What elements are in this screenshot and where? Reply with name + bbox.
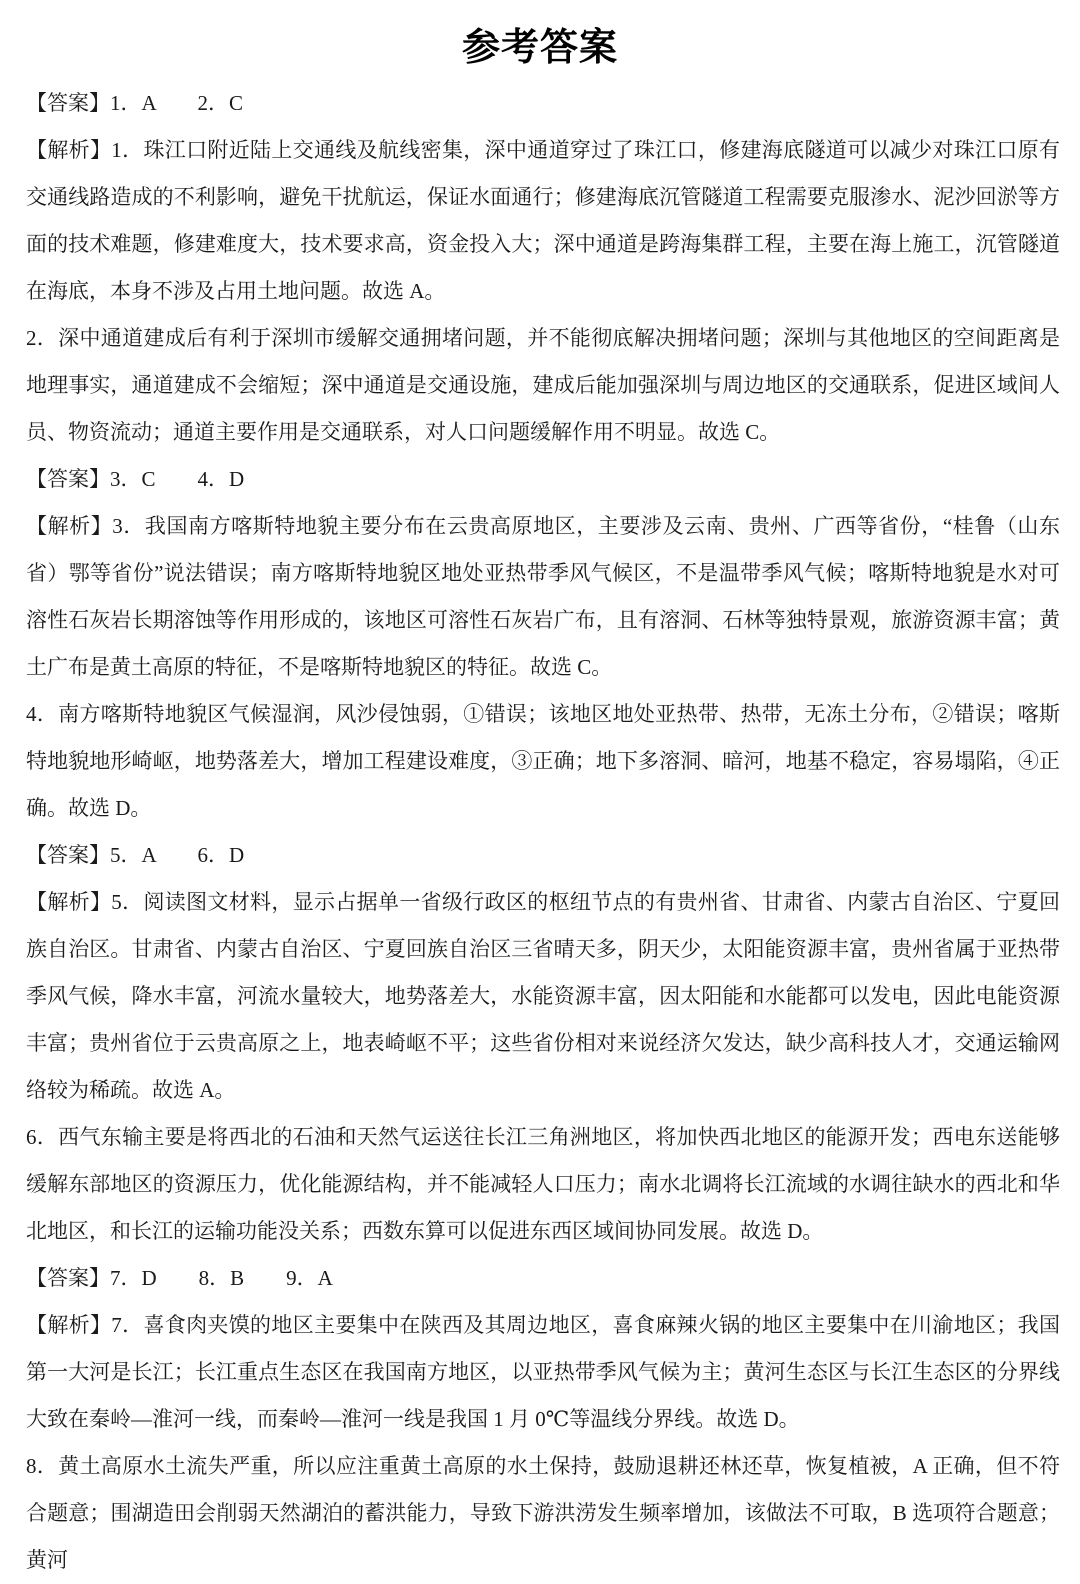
answer-text: 1．A 2．C	[110, 91, 244, 115]
answer-tag: 【答案】	[26, 843, 110, 867]
answer-text: 5．A 6．D	[110, 843, 245, 867]
answer-line-1-2	[26, 80, 1060, 127]
analysis-text: 1．珠江口附近陆上交通线及航线密集，深中通道穿过了珠江口，修建海底隧道可以减少对珠江口原有交通线路造成的不利影响，避免干扰航运，保证水面通行；修建海底沉管隧道工程需要克服渗水、泥沙回淤等方面的技术难题，修建难度大，技术要求高，资金投入大；深中通道是跨海集群工程，主要在海上施工，沉管隧道在海底，本身不涉及占用土地问题。故选 A。	[26, 138, 1061, 303]
answer-text: 7．D 8．B 9．A	[110, 1266, 333, 1290]
analysis-paragraph-8	[26, 1443, 1060, 1584]
page-title: 参考答案	[461, 25, 618, 69]
analysis-tag: 【解析】	[26, 890, 112, 914]
answer-tag: 【答案】	[26, 467, 110, 491]
analysis-text: 6．西气东输主要是将西北的石油和天然气运送往长江三角洲地区，将加快西北地区的能源开发；西电东送能够缓解东部地区的资源压力，优化能源结构，并不能减轻人口压力；南水北调将长江流域的水调往缺水的西北和华北地区，和长江的运输功能没关系；西数东算可以促进东西区域间协同发展。故选 D。	[26, 1125, 1060, 1243]
analysis-paragraph-7	[26, 1302, 1060, 1443]
answer-line-5-6	[26, 832, 1060, 879]
answer-tag: 【答案】	[26, 1266, 110, 1290]
analysis-text: 5．阅读图文材料，显示占据单一省级行政区的枢纽节点的有贵州省、甘肃省、内蒙古自治区、宁夏回族自治区。甘肃省、内蒙古自治区、宁夏回族自治区三省晴天多，阴天少，太阳能资源丰富，贵州省属于亚热带季风气候，降水丰富，河流水量较大，地势落差大，水能资源丰富，因太阳能和水能都可以发电，因此电能资源丰富；贵州省位于云贵高原之上，地表崎岖不平；这些省份相对来说经济欠发达，缺少高科技人才，交通运输网络较为稀疏。故选 A。	[26, 890, 1061, 1102]
analysis-tag: 【解析】	[26, 514, 113, 538]
analysis-text: 3．我国南方喀斯特地貌主要分布在云贵高原地区，主要涉及云南、贵州、广西等省份，“桂鲁（山东省）鄂等省份”说法错误；南方喀斯特地貌区地处亚热带季风气候区，不是温带季风气候；喀斯特地貌是水对可溶性石灰岩长期溶蚀等作用形成的，该地区可溶性石灰岩广布，且有溶洞、石林等独特景观，旅游资源丰富；黄土广布是黄土高原的特征，不是喀斯特地貌区的特征。故选 C。	[26, 514, 1060, 679]
analysis-text: 4．南方喀斯特地貌区气候湿润，风沙侵蚀弱，①错误；该地区地处亚热带、热带，无冻土分布，②错误；喀斯特地貌地形崎岖，地势落差大，增加工程建设难度，③正确；地下多溶洞、暗河，地基不稳定，容易塌陷，④正确。故选 D。	[26, 702, 1060, 820]
analysis-paragraph-6	[26, 1114, 1060, 1255]
analysis-text: 7．喜食肉夹馍的地区主要集中在陕西及其周边地区，喜食麻辣火锅的地区主要集中在川渝地区；我国第一大河是长江；长江重点生态区在我国南方地区，以亚热带季风气候为主；黄河生态区与长江生态区的分界线大致在秦岭—淮河一线，而秦岭—淮河一线是我国 1 月 0℃等温线分界线。故选 D。	[26, 1313, 1061, 1431]
analysis-text: 2．深中通道建成后有利于深圳市缓解交通拥堵问题，并不能彻底解决拥堵问题；深圳与其他地区的空间距离是地理事实，通道建成不会缩短；深中通道是交通设施，建成后能加强深圳与周边地区的交通联系，促进区域间人员、物资流动；通道主要作用是交通联系，对人口问题缓解作用不明显。故选 C。	[26, 326, 1060, 444]
answer-line-7-9	[26, 1255, 1060, 1302]
analysis-tag: 【解析】	[26, 1313, 112, 1337]
analysis-paragraph-2	[26, 315, 1060, 456]
analysis-paragraph-4	[26, 691, 1060, 832]
answer-line-3-4	[26, 456, 1060, 503]
answer-tag: 【答案】	[26, 91, 110, 115]
analysis-paragraph-1	[26, 127, 1060, 315]
analysis-paragraph-3	[26, 503, 1060, 691]
answer-key-content	[26, 80, 1060, 1584]
answer-text: 3．C 4．D	[110, 467, 245, 491]
analysis-tag: 【解析】	[26, 138, 112, 162]
analysis-paragraph-5	[26, 879, 1060, 1114]
analysis-text: 8．黄土高原水土流失严重，所以应注重黄土高原的水土保持，鼓励退耕还林还草，恢复植被，A 正确，但不符合题意；围湖造田会削弱天然湖泊的蓄洪能力，导致下游洪涝发生频率增加，该做法不可取，B 选项符合题意；黄河	[26, 1454, 1060, 1572]
